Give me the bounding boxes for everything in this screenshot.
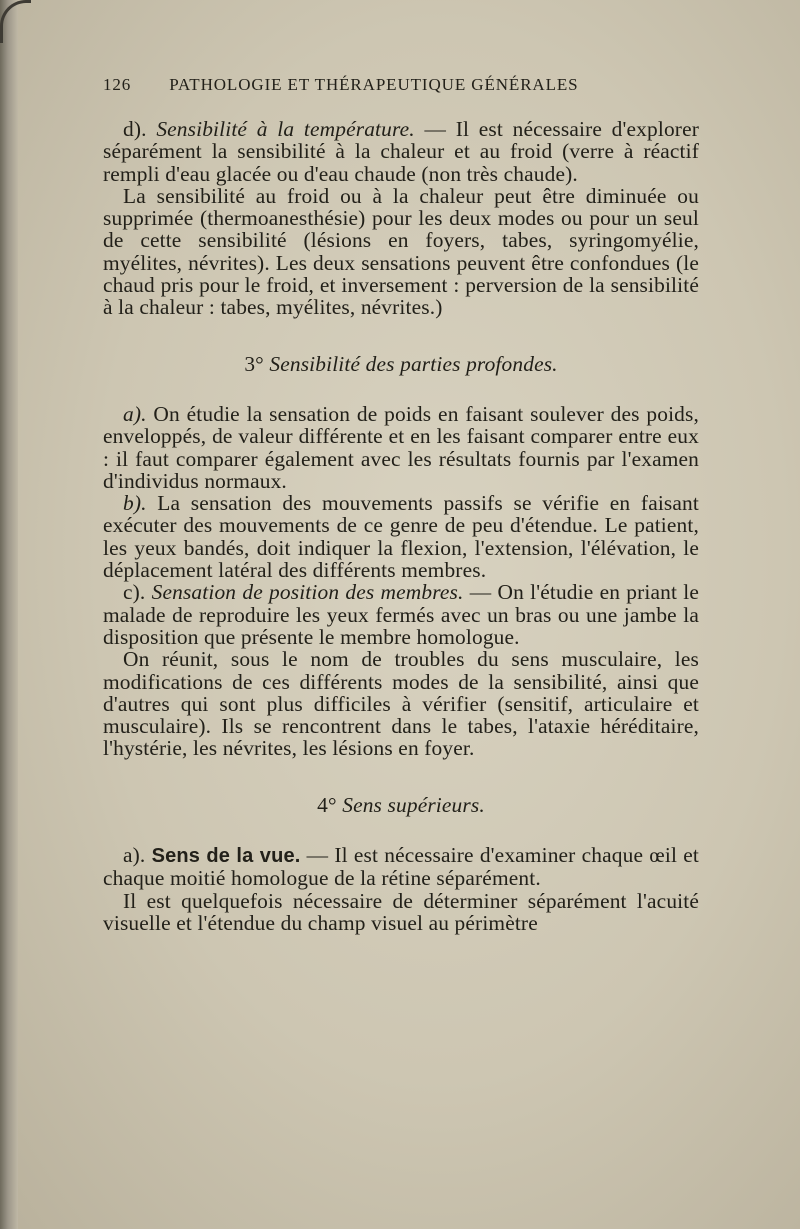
paragraph-visual-acuity: Il est quelquefois nécessaire de déterminer séparément l'acuité visuelle et l'étendue du champ visuel au périmètre	[103, 888, 699, 935]
paragraph-text: — Il est nécessaire d'examiner chaque œil et chaque moitié homologue de la rétine séparément.	[103, 843, 699, 891]
paragraph-vision	[103, 844, 699, 890]
section-title-3: Sensibilité des parties profondes.	[269, 351, 558, 376]
paragraph-passive-movements	[103, 492, 699, 581]
section-heading-4	[103, 794, 699, 816]
item-label-c: c).	[123, 580, 146, 605]
subsection-title-temperature: Sensibilité à la température.	[156, 117, 415, 141]
paragraph-text: — Il est nécessaire d'explorer séparément la sensibilité à la chaleur et au froid (verre à réactif rempli d'eau glacée ou d'eau chaude (non très chaude).	[103, 117, 699, 186]
page-number: 126	[103, 75, 132, 94]
item-label-b: b).	[123, 491, 147, 516]
paragraph-limb-position	[103, 581, 699, 648]
subsection-title-position: Sensation de position des membres.	[151, 580, 464, 605]
paragraph-muscular-sense: On réunit, sous le nom de troubles du sens musculaire, les modifications de ces différents modes de la sensibilité, ainsi que d'autres qui sont plus difficiles à vérifier (sensitif, articulaire et musculaire). Ils se rencontrent dans le tabes, l'ataxie héréditaire, l'hystérie, les névrites, les lésions en foyer.	[103, 647, 699, 761]
item-label-a: a).	[123, 401, 147, 426]
page-content	[103, 74, 699, 934]
book-binding-edge	[0, 0, 18, 1229]
paragraph-text: On étudie la sensation de poids en faisant soulever des poids, enveloppés, de valeur différente et en les faisant comparer entre eux : il faut comparer également avec les résultats fournis par l'examen d'individus normaux.	[103, 401, 699, 493]
subsection-title-vision: Sens de la vue.	[151, 845, 301, 868]
paragraph-thermoanesthesia: La sensibilité au froid ou à la chaleur peut être diminuée ou supprimée (thermoanesthésie) pour les deux modes ou pour un seul de cette sensibilité (lésions en foyers, tabes, syringomyélie, myélites, névrites). Les deux sensations peuvent être confondues (le chaud pris pour le froid, et inversement : perversion de la sensibilité à la chaleur : tabes, myélites, névrites.)	[103, 183, 699, 320]
paragraph-weight	[103, 403, 699, 492]
paragraph-temperature	[103, 118, 699, 185]
item-label-d: d).	[123, 117, 147, 141]
paragraph-text: La sensation des mouvements passifs se vérifie en faisant exécuter des mouvements de ce genre de peu d'étendue. Le patient, les yeux bandés, doit indiquer la flexion, l'extension, l'élévation, le déplacement latéral des différents membres.	[103, 491, 699, 583]
item-label-a-vision: a).	[123, 843, 146, 868]
running-title: PATHOLOGIE ET THÉRAPEUTIQUE GÉNÉRALES	[169, 75, 579, 94]
section-title-4: Sens supérieurs.	[342, 792, 485, 817]
section-number-3: 3°	[244, 351, 264, 376]
running-header	[103, 74, 699, 96]
section-number-4: 4°	[317, 792, 337, 817]
paragraph-text: — On l'étudie en priant le malade de reproduire les yeux fermés avec un bras ou une jambe la disposition que présente le membre homologue.	[103, 580, 699, 649]
section-heading-3	[103, 353, 699, 375]
